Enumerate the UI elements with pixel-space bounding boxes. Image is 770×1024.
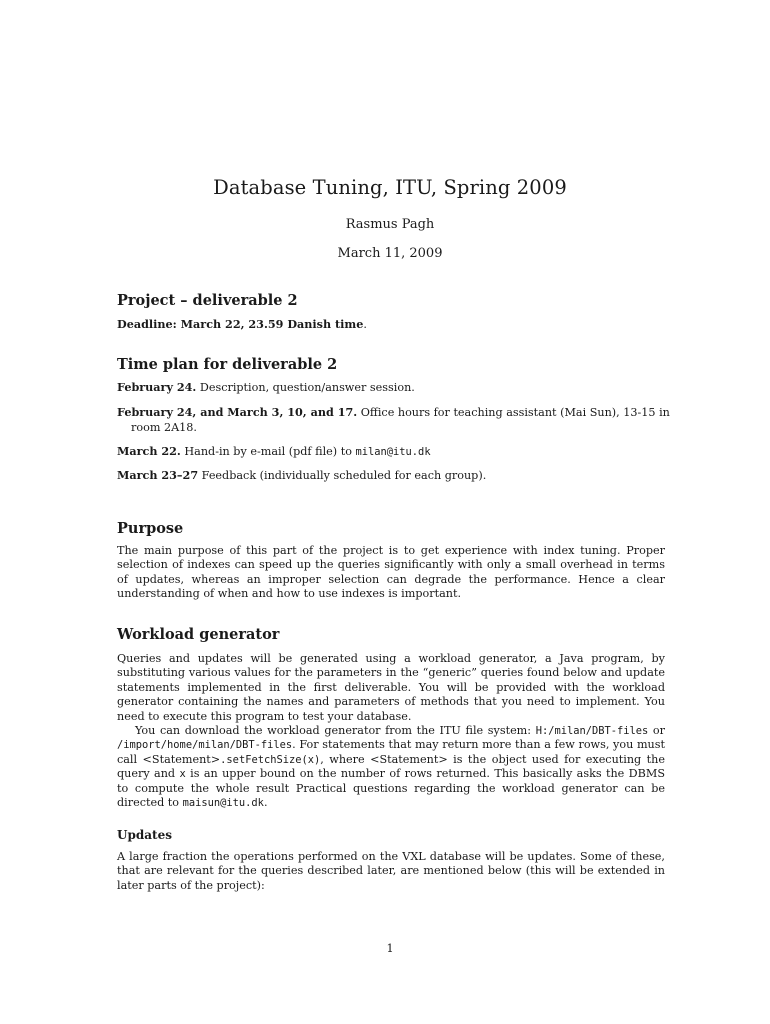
text-run: , where <Statement> is the object used for executing the query and bbox=[117, 752, 665, 781]
text-run: or bbox=[648, 724, 666, 737]
text-run: . bbox=[263, 796, 268, 810]
timeplan-item-text: Feedback (individually scheduled for each group). bbox=[198, 469, 487, 482]
updates-heading: Updates bbox=[117, 828, 172, 842]
purpose-paragraph: The main purpose of this part of the project is to get experience with index tuning. Proper selection of indexes can speed up the queries significantly with only a small overhead in terms of updates, whereas an improper selection can degrade the performance. Hence a clear understanding of when and how to use indexes is important. bbox=[117, 544, 665, 601]
timeplan-item-label: February 24. bbox=[117, 380, 197, 394]
purpose-heading: Purpose bbox=[117, 520, 184, 537]
text-run: is an upper bound on the number of rows returned. This basically asks the DBMS to compute the whole result Practical questions regarding the workload generator can be directed to bbox=[117, 767, 665, 810]
code-method: .setFetchSize(x) bbox=[220, 753, 321, 766]
workload-paragraph-1: Queries and updates will be generated using a workload generator, a Java program, by substituting various values for the parameters in the “generic” queries found below and update statements implemented in the first deliverable. You will be provided with the workload generator containing the names and parameters of methods that you need to implement. You need to execute this program to test your database. bbox=[117, 652, 665, 723]
timeplan-item-text: Hand-in by e-mail (pdf file) to bbox=[180, 445, 356, 458]
deadline-label: Deadline: March 22, 23.59 Danish time bbox=[117, 317, 364, 331]
workload-paragraph-2 bbox=[117, 724, 665, 810]
text-run: . For statements that may return more than a few rows, you must call <Statement> bbox=[117, 738, 665, 766]
timeplan-item-label: February 24, and March 3, 10, and 17. bbox=[117, 405, 358, 419]
author-name: Rasmus Pagh bbox=[345, 217, 435, 232]
timeplan-item-label: March 22. bbox=[117, 444, 181, 458]
file-path: H:/milan/DBT-files bbox=[535, 725, 649, 737]
page-number: 1 bbox=[386, 942, 394, 955]
timeplan-item bbox=[117, 405, 679, 435]
timeplan-heading: Time plan for deliverable 2 bbox=[117, 356, 338, 373]
timeplan-item bbox=[117, 444, 665, 460]
document-date: March 11, 2009 bbox=[337, 246, 443, 261]
deadline-end: . bbox=[363, 318, 367, 331]
code-variable: x bbox=[179, 768, 186, 781]
deadline-line bbox=[117, 317, 665, 332]
workload-heading: Workload generator bbox=[117, 626, 280, 643]
timeplan-item-label: March 23–27 bbox=[117, 468, 199, 482]
timeplan-item-text: Description, question/answer session. bbox=[196, 381, 415, 394]
handin-email[interactable]: milan@itu.dk bbox=[355, 446, 431, 458]
timeplan-item bbox=[117, 380, 665, 395]
contact-email[interactable]: maisun@itu.dk bbox=[182, 797, 264, 810]
timeplan-item bbox=[117, 468, 665, 483]
file-path: /import/home/milan/DBT-files bbox=[117, 739, 293, 752]
timeplan-item-text: Office hours for teaching assistant (Mai Sun), 13-15 in room 2A18. bbox=[131, 406, 670, 434]
updates-paragraph: A large fraction the operations performed on the VXL database will be updates. Some of these, that are relevant for the queries described later, are mentioned below (this will be extended in later parts of the project): bbox=[117, 850, 665, 892]
text-run: You can download the workload generator from the ITU file system: bbox=[135, 724, 536, 737]
document-title: Database Tuning, ITU, Spring 2009 bbox=[213, 176, 567, 199]
project-heading: Project – deliverable 2 bbox=[117, 292, 298, 309]
